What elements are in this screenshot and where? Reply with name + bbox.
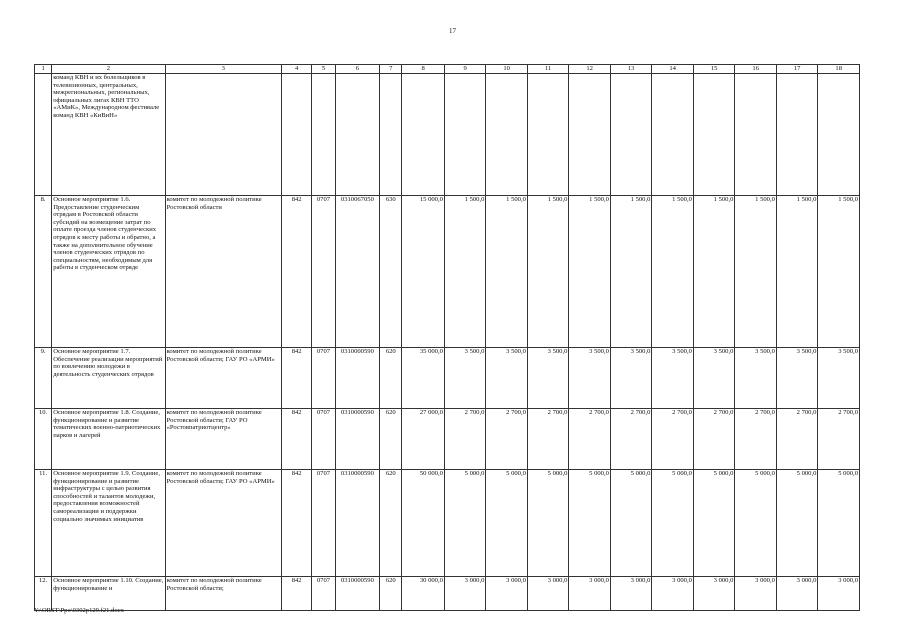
column-number-cell: 15 (693, 65, 735, 74)
year-amount-cell: 3 000,0 (652, 577, 694, 611)
grbs-code-cell: 842 (281, 196, 311, 348)
year-amount-cell: 3 000,0 (527, 577, 569, 611)
column-number-cell: 18 (818, 65, 860, 74)
column-number-cell: 12 (569, 65, 611, 74)
column-number-cell: 9 (444, 65, 486, 74)
year-amount-cell: 3 000,0 (735, 577, 777, 611)
rzpr-code-cell: 0707 (312, 348, 335, 409)
year-amount-cell: 3 000,0 (486, 577, 528, 611)
year-amount-cell: 1 500,0 (486, 196, 528, 348)
column-number-cell: 5 (312, 65, 335, 74)
empty-cell (693, 74, 735, 196)
empty-cell (444, 74, 486, 196)
column-number-cell: 4 (281, 65, 311, 74)
column-number-cell: 6 (335, 65, 380, 74)
empty-cell (402, 74, 445, 196)
empty-cell (735, 74, 777, 196)
year-amount-cell: 2 700,0 (527, 409, 569, 470)
empty-cell (312, 74, 335, 196)
page-number: 17 (449, 27, 456, 35)
year-amount-cell: 2 700,0 (693, 409, 735, 470)
year-amount-cell: 2 700,0 (652, 409, 694, 470)
empty-cell (486, 74, 528, 196)
year-amount-cell: 1 500,0 (652, 196, 694, 348)
year-amount-cell: 1 500,0 (610, 196, 652, 348)
executor-cell: комитет по молодежной политике Ростовской области; ГАУ РО «Ростовпатриотцентр» (165, 409, 281, 470)
year-amount-cell: 3 500,0 (735, 348, 777, 409)
vr-code-cell: 620 (380, 409, 402, 470)
vr-code-cell: 620 (380, 470, 402, 577)
year-amount-cell: 3 500,0 (444, 348, 486, 409)
activity-name-cell: Основное мероприятие 1.7. Обеспечение реализации мероприятий по вовлечению молодежи в деятельность студенческих отрядов (52, 348, 165, 409)
executor-cell: комитет по молодежной политике Ростовской области; ГАУ РО «АРМИ» (165, 470, 281, 577)
row-index-cell: 11. (35, 470, 52, 577)
year-amount-cell: 1 500,0 (444, 196, 486, 348)
year-amount-cell: 3 500,0 (818, 348, 860, 409)
year-amount-cell: 5 000,0 (569, 470, 611, 577)
year-amount-cell: 1 500,0 (818, 196, 860, 348)
year-amount-cell: 3 000,0 (776, 577, 818, 611)
year-amount-cell: 2 700,0 (569, 409, 611, 470)
year-amount-cell: 2 700,0 (444, 409, 486, 470)
rzpr-code-cell: 0707 (312, 577, 335, 611)
csr-code-cell: 0310000590 (335, 409, 380, 470)
grbs-code-cell: 842 (281, 470, 311, 577)
activity-name-cell: Основное мероприятие 1.6. Предоставление студенческим отрядам в Ростовской области субсидий на возмещение затрат по оплате проезда членов студенческих отрядов к месту работы и обратно, а также на дополнительное обучение членов студенческих отрядов по специальностям, необходимым для работы в студенческом отряде (52, 196, 165, 348)
row-index-cell (35, 74, 52, 196)
year-amount-cell: 3 500,0 (776, 348, 818, 409)
year-amount-cell: 1 500,0 (693, 196, 735, 348)
column-number-row (35, 65, 860, 74)
year-amount-cell: 1 500,0 (776, 196, 818, 348)
table-row (35, 577, 860, 611)
row-index-cell: 9. (35, 348, 52, 409)
year-amount-cell: 1 500,0 (569, 196, 611, 348)
empty-cell (527, 74, 569, 196)
grbs-code-cell: 842 (281, 348, 311, 409)
total-amount-cell: 50 000,0 (402, 470, 445, 577)
column-number-cell: 13 (610, 65, 652, 74)
row-index-cell: 10. (35, 409, 52, 470)
row-index-cell: 8. (35, 196, 52, 348)
vr-code-cell: 630 (380, 196, 402, 348)
column-number-cell: 8 (402, 65, 445, 74)
year-amount-cell: 2 700,0 (776, 409, 818, 470)
csr-code-cell: 0310000590 (335, 577, 380, 611)
empty-cell (776, 74, 818, 196)
year-amount-cell: 5 000,0 (735, 470, 777, 577)
year-amount-cell: 2 700,0 (818, 409, 860, 470)
year-amount-cell: 1 500,0 (735, 196, 777, 348)
activity-name-cell: Основное мероприятие 1.10. Создание, функционирование и (52, 577, 165, 611)
column-number-cell: 17 (776, 65, 818, 74)
rzpr-code-cell: 0707 (312, 196, 335, 348)
year-amount-cell: 5 000,0 (776, 470, 818, 577)
table-row (35, 409, 860, 470)
rzpr-code-cell: 0707 (312, 470, 335, 577)
year-amount-cell: 3 000,0 (693, 577, 735, 611)
year-amount-cell: 5 000,0 (610, 470, 652, 577)
column-number-cell: 16 (735, 65, 777, 74)
row-index-cell: 12. (35, 577, 52, 611)
year-amount-cell: 5 000,0 (444, 470, 486, 577)
year-amount-cell: 2 700,0 (486, 409, 528, 470)
empty-cell (818, 74, 860, 196)
table-row (35, 196, 860, 348)
year-amount-cell: 2 700,0 (735, 409, 777, 470)
column-number-cell: 11 (527, 65, 569, 74)
total-amount-cell: 30 000,0 (402, 577, 445, 611)
empty-cell (652, 74, 694, 196)
empty-cell (165, 74, 281, 196)
year-amount-cell: 3 000,0 (444, 577, 486, 611)
executor-cell: комитет по молодежной политике Ростовской области; ГАУ РО «АРМИ» (165, 348, 281, 409)
csr-code-cell: 0310067050 (335, 196, 380, 348)
empty-cell (335, 74, 380, 196)
table-row (35, 348, 860, 409)
column-number-cell: 3 (165, 65, 281, 74)
year-amount-cell: 3 500,0 (610, 348, 652, 409)
activity-name-cell: Основное мероприятие 1.9. Создание, функционирование и развитие инфраструктуры с целью развития способностей и талантов молодежи, предоставления возможностей самореализации и поддержки социально значимых инициатив (52, 470, 165, 577)
year-amount-cell: 3 500,0 (527, 348, 569, 409)
column-number-cell: 14 (652, 65, 694, 74)
vr-code-cell: 620 (380, 577, 402, 611)
table-row (35, 470, 860, 577)
year-amount-cell: 1 500,0 (527, 196, 569, 348)
footer-file-path: Y:\ORST\Ppo\0302p129.f21.docx (34, 607, 124, 614)
total-amount-cell: 35 000,0 (402, 348, 445, 409)
csr-code-cell: 0310000590 (335, 348, 380, 409)
table-row (35, 74, 860, 196)
executor-cell: комитет по молодежной политике Ростовской области (165, 196, 281, 348)
year-amount-cell: 3 000,0 (610, 577, 652, 611)
year-amount-cell: 3 500,0 (652, 348, 694, 409)
year-amount-cell: 5 000,0 (652, 470, 694, 577)
activity-name-cell: Основное мероприятие 1.8. Создание, функционирование и развитие тематических военно-патриотических парков и лагерей (52, 409, 165, 470)
year-amount-cell: 5 000,0 (693, 470, 735, 577)
year-amount-cell: 5 000,0 (486, 470, 528, 577)
budget-table (34, 64, 860, 611)
grbs-code-cell: 842 (281, 409, 311, 470)
empty-cell (281, 74, 311, 196)
year-amount-cell: 3 000,0 (569, 577, 611, 611)
rzpr-code-cell: 0707 (312, 409, 335, 470)
year-amount-cell: 5 000,0 (527, 470, 569, 577)
column-number-cell: 7 (380, 65, 402, 74)
vr-code-cell: 620 (380, 348, 402, 409)
empty-cell (610, 74, 652, 196)
year-amount-cell: 3 500,0 (693, 348, 735, 409)
column-number-cell: 2 (52, 65, 165, 74)
year-amount-cell: 2 700,0 (610, 409, 652, 470)
year-amount-cell: 5 000,0 (818, 470, 860, 577)
executor-cell: комитет по молодежной политике Ростовской области; (165, 577, 281, 611)
total-amount-cell: 27 000,0 (402, 409, 445, 470)
empty-cell (380, 74, 402, 196)
column-number-cell: 10 (486, 65, 528, 74)
year-amount-cell: 3 500,0 (569, 348, 611, 409)
year-amount-cell: 3 000,0 (818, 577, 860, 611)
empty-cell (569, 74, 611, 196)
column-number-cell: 1 (35, 65, 52, 74)
grbs-code-cell: 842 (281, 577, 311, 611)
activity-name-cell: команд КВН и их болельщиков в телевизионных, центральных, межрегиональных, региональных, официальных лигах КВН ТТО «АМиК», Международном фестивале команд КВН «КиВиН» (52, 74, 165, 196)
total-amount-cell: 15 000,0 (402, 196, 445, 348)
csr-code-cell: 0310000590 (335, 470, 380, 577)
year-amount-cell: 3 500,0 (486, 348, 528, 409)
